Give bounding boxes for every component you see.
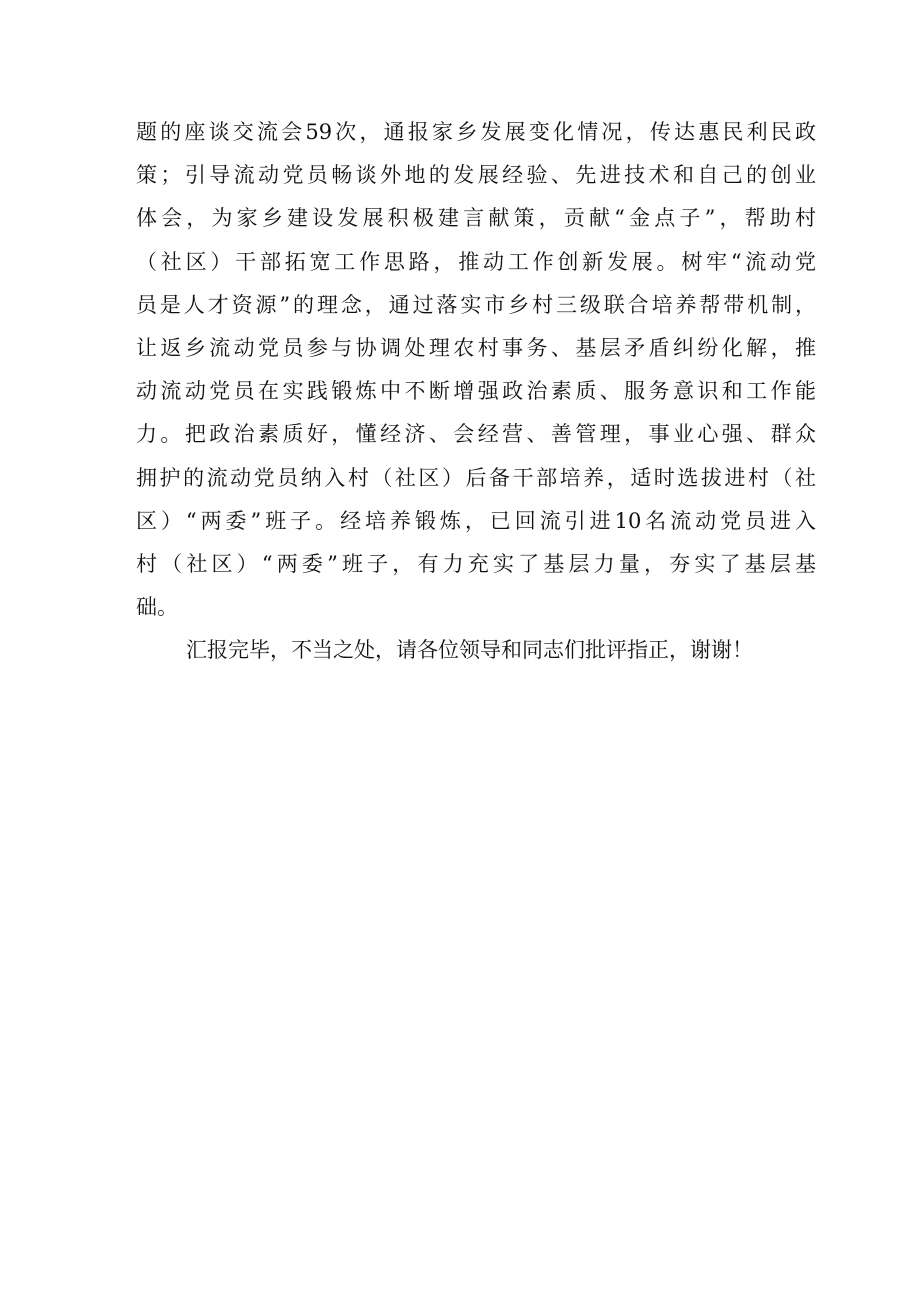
closing-paragraph: 汇报完毕，不当之处，请各位领导和同志们批评指正，谢谢！ [186,638,753,663]
text-line: 础。 [136,595,178,620]
text-line: 区）“两委”班子。经培养锻炼，已回流引进10名流动党员进入 [136,508,816,533]
text-line: 策；引导流动党员畅谈外地的发展经验、先进技术和自己的创业 [136,163,816,188]
text-line: 力。把政治素质好，懂经济、会经营、善管理，事业心强、群众 [136,422,816,447]
paragraph-main [136,111,816,629]
text-line: 拥护的流动党员纳入村（社区）后备干部培养，适时选拔进村（社 [136,465,816,490]
text-line: 员是人才资源”的理念，通过落实市乡村三级联合培养帮带机制， [136,292,816,317]
text-line: 村（社区）“两委”班子，有力充实了基层力量，夯实了基层基 [136,551,816,576]
text-line: 让返乡流动党员参与协调处理农村事务、基层矛盾纠纷化解，推 [136,335,816,360]
text-line: （社区）干部拓宽工作思路，推动工作创新发展。树牢“流动党 [136,249,816,274]
text-line: 体会，为家乡建设发展积极建言献策，贡献“金点子”，帮助村 [136,206,816,231]
text-line: 题的座谈交流会59次，通报家乡发展变化情况，传达惠民利民政 [136,120,816,144]
text-line: 动流动党员在实践锻炼中不断增强政治素质、服务意识和工作能 [136,379,816,404]
document-body [136,111,816,672]
